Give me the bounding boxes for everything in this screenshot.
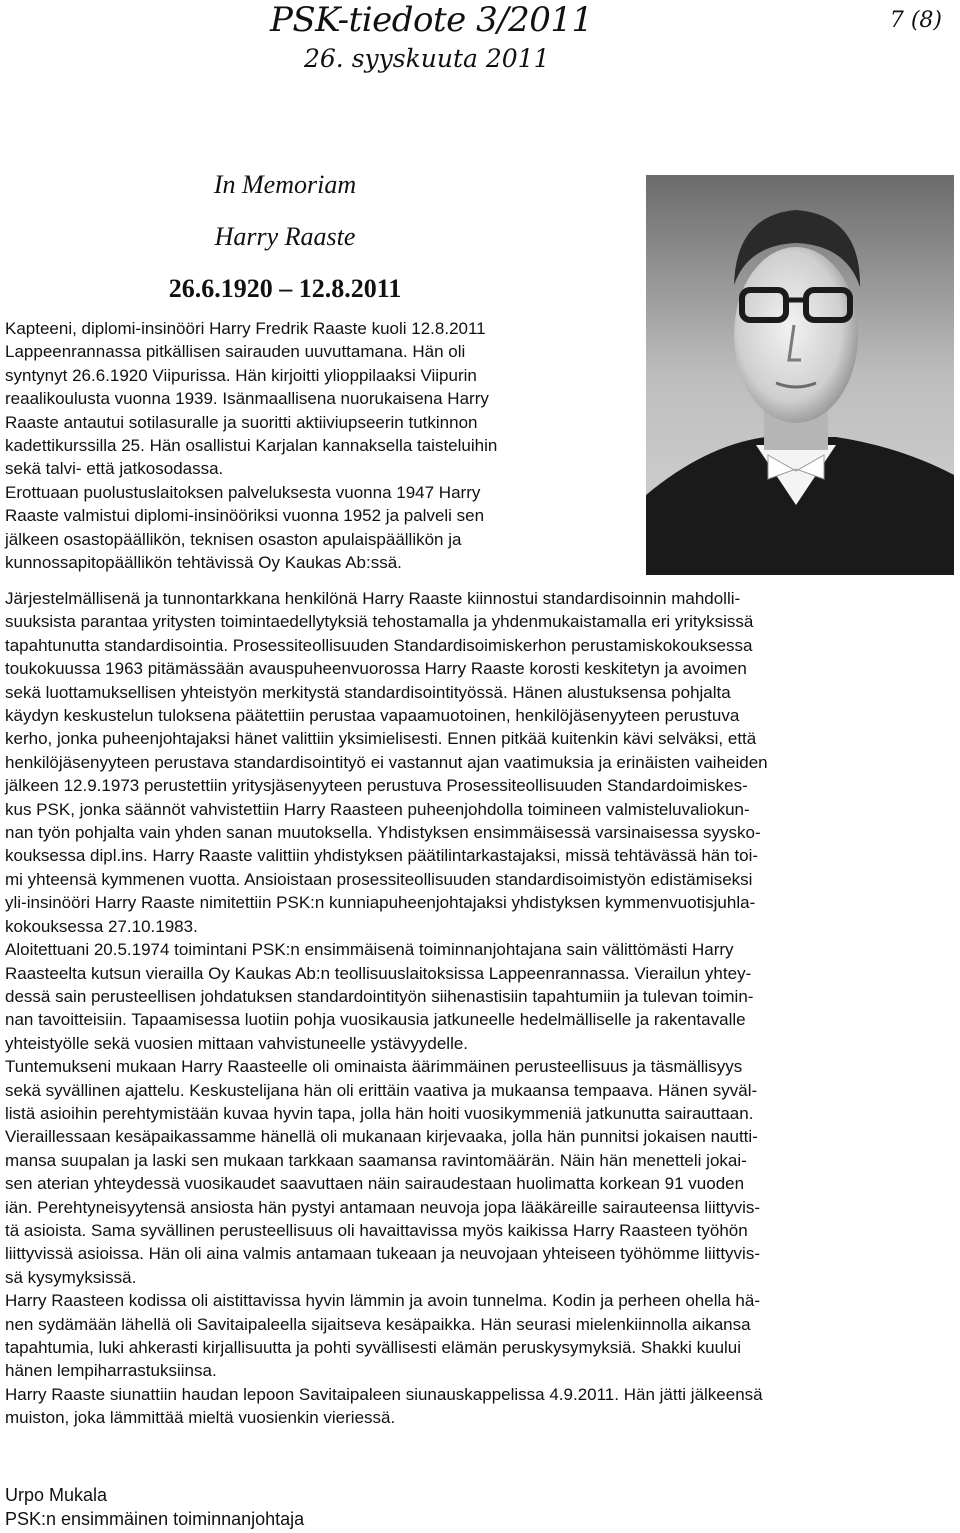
text-line: syntynyt 26.6.1920 Viipurissa. Hän kirjoitti ylioppilaaksi Viipurin [5,365,477,385]
text-line: Raasteelta kutsun vierailla Oy Kaukas Ab:n teollisuuslaitoksissa Lappeenrannassa. Vierailun yhtey- [5,963,752,983]
signature-name: Urpo Mukala [5,1485,108,1505]
text-line: Lappeenrannassa pitkällisen sairauden uuvuttamana. Hän oli [5,342,466,362]
memoriam-name: Harry Raaste [214,222,356,251]
text-line: dessä sain perusteellisen johdatuksen standardointityön siihenastisiin tapahtumiin ja tulevan toimin- [5,986,754,1006]
signature-title: PSK:n ensimmäinen toiminnanjohtaja [5,1509,305,1529]
text-line: jälkeen osastopäällikön, teknisen osaston apulaispäällikön ja [5,529,462,549]
body-text [5,587,768,1430]
text-line: yli-insinööri Harry Raaste nimitettiin PSK:n kunniapuheenjohtajaksi yhdistyksen kymmenvuotisjuhla- [5,893,756,913]
text-line: Järjestelmällisenä ja tunnontarkkana henkilönä Harry Raaste kiinnostui standardisoinnin mahdolli- [5,589,741,608]
text-line: Harry Raasteen kodissa oli aistittavissa hyvin lämmin ja avoin tunnelma. Kodin ja perheen ohella hä- [5,1291,761,1311]
text-line: nan tavoitteisiin. Tapaamisessa luotiin pohja vuosikausia jatkuneelle hedelmälliselle ja rakentavalle [5,1010,746,1030]
text-line: nan työn pohjalta vain yhden sanan muutoksella. Yhdistyksen ensimmäisessä varsinaisessa syysko- [5,823,761,843]
text-line: tapahtumia, luki ahkerasti kirjallisuutta ja pohti syvällisesti elämän peruskysymyksiä. Shakki kuului [5,1338,742,1357]
text-line: listä asioihin perehtymistään kuvaa hyvin tapa, jolla hän hoiti vuosikymmeniä jatkunutta sairauttaan. [5,1103,754,1123]
text-line: kus PSK, jonka säännöt vahvistettiin Harry Raasteen puheenjohdolla toimineen valmisteluvaliokun- [5,799,750,819]
text-line: liittyvissä asioissa. Hän oli aina valmis antamaan tukeaan ja neuvojaan yhteiseen työhömme liittyvis- [5,1244,760,1264]
text-line: Raaste valmistui diplomi-insinööriksi vuonna 1952 ja palveli sen [5,506,485,526]
text-line: kerho, jonka puheenjohtajaksi hänet valittiin yksimielisesti. Ennen pitkää kuitenkin kävi selväksi, että [5,729,757,749]
issue-date: 26. syyskuuta 2011 [304,44,550,73]
text-line: tä asioista. Sama syvällinen perusteellisuus oli havaittavissa myös kaikissa Harry Raasteen työhön [5,1220,748,1240]
text-line: Aloitettuani 20.5.1974 toimintani PSK:n ensimmäisenä toiminnanjohtajana sain välittömästi Harry [5,940,734,960]
text-line: Kapteeni, diplomi-insinööri Harry Fredrik Raaste kuoli 12.8.2011 [5,319,486,338]
text-line: käydyn keskustelun tuloksena päätettiin perustaa vapaamuotoinen, henkilöjäsenyyteen perustuva [5,706,740,726]
text-line: sekä talvi- että jatkosodassa. [5,459,224,479]
page-number: 7 (8) [889,8,942,33]
text-line: kouksessa dipl.ins. Harry Raaste valittiin yhdistyksen päätilintarkastajaksi, missä tehtävässä hän toi- [5,846,759,866]
text-line: kadettikurssilla 25. Hän osallistui Karjalan kannaksella taisteluihin [5,436,498,456]
text-line: reaalikoulusta vuonna 1939. Isänmaallisena nuorukaisena Harry [5,389,489,409]
text-line: Tuntemukseni mukaan Harry Raasteelle oli ominaista äärimmäinen perusteellisuus ja täsmällisyys [5,1057,743,1077]
text-line: sen aterian yhteydessä vuosikaudet saavuttaen näin sairaudestaan huolimatta korkean 91 vuoden [5,1174,745,1194]
signature [5,1483,304,1531]
text-line: yhteistyölle sekä vuosien mittaan vahvistuneelle ystävyydelle. [5,1033,469,1053]
text-line: tapahtunutta standardisointia. Prosessiteollisuuden Standardisoimiskerhon perustamiskokouksessa [5,635,753,655]
text-line: toukokuussa 1963 pitämässään avauspuheenvuorossa Harry Raaste korosti keskitetyn ja avoimen [5,659,747,679]
newsletter-title: PSK-tiedote 3/2011 [270,0,593,40]
text-line: suuksista parantaa yritysten toimintaedellytyksiä tehostamalla ja yhdenmukaistamalla eri yrityksissä [5,612,754,632]
memoriam-dates: 26.6.1920 – 12.8.2011 [168,274,402,303]
text-line: iän. Perehtyneisyytensä ansiosta hän pystyi antamaan neuvoja jopa lääkäreille sairauteensa liittyvis- [5,1197,761,1217]
portrait-icon [646,175,954,575]
text-line: Erottuaan puolustuslaitoksen palveluksesta vuonna 1947 Harry [5,482,481,502]
text-line: Vieraillessaan kesäpaikassamme hänellä oli mukanaan kirjevaaka, jolla hän punnitsi jokaisen nautti- [5,1127,758,1147]
intro-column [5,317,497,574]
text-line: sä kysymyksissä. [5,1267,137,1287]
portrait-photo [646,175,954,575]
page-header [270,0,960,80]
memoriam-heading: In Memoriam [213,170,357,199]
text-line: henkilöjäsenyyteen perustava standardisointityö ei vastannut ajan vaatimuksia ja erinäisten vaiheiden [5,752,768,772]
text-line: nen sydämään lähellä oli Savitaipaleella sijaitseva kesäpaikka. Hän seurasi mielenkiinnolla aikansa [5,1314,751,1334]
text-line: sekä luottamuksellisen yhteistyön merkitystä standardisointityössä. Hänen alustuksensa pohjalta [5,682,731,702]
text-line: Harry Raaste siunattiin haudan lepoon Savitaipaleen siunauskappelissa 4.9.2011. Hän jätti jälkeensä [5,1384,763,1404]
text-line: mansa suupalan ja laski sen mukaan tarkkaan saamansa ravintomäärän. Näin hän menetteli jokai- [5,1150,747,1170]
text-line: kokouksessa 27.10.1983. [5,916,198,936]
text-line: jälkeen 12.9.1973 perustettiin yritysjäsenyyteen perustuva Prosessiteollisuuden Standardoimiskes- [5,776,748,796]
text-line: hänen lempiharrastuksiinsa. [5,1361,217,1381]
text-line: Raaste antautui sotilasuralle ja suoritti aktiiviupseerin tutkinnon [5,412,478,432]
text-line: mi yhteensä kymmenen vuotta. Ansioistaan prosessiteollisuuden standardisoimistyön edistämiseksi [5,869,753,889]
text-line: kunnossapitopäällikön tehtävissä Oy Kaukas Ab:ssä. [5,553,402,573]
text-line: sekä syvällinen ajattelu. Keskustelijana hän oli erittäin vaativa ja mukaansa tempaava. Hänen syväl- [5,1080,758,1100]
text-line: muiston, joka lämmittää mieltä vuosienkin vieriessä. [5,1408,396,1428]
